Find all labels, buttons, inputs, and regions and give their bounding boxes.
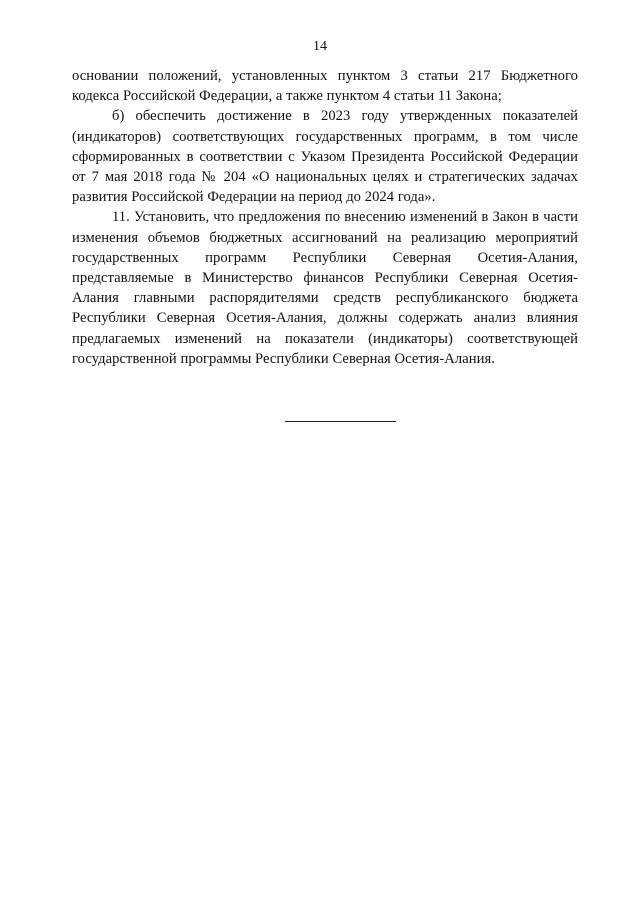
paragraph-item-b: б) обеспечить достижение в 2023 году утвержденных показателей (индикаторов) соответствующих государственных программ, в том числе сформированных в соответствии с Указом Президента Российской Федерации от 7 мая 2018 года № 204 «О национальных целях и стратегических задачах развития Российской Федерации на период до 2024 года». bbox=[72, 108, 578, 206]
closing-separator-line bbox=[285, 421, 396, 422]
page-number: 14 bbox=[313, 39, 327, 54]
document-body bbox=[72, 66, 578, 369]
paragraph-item-11: 11. Установить, что предложения по внесению изменений в Закон в части изменения объемов бюджетных ассигнований на реализацию мероприятий государственных программ Республики Северная Осетия-Алания, представляемые в Министерство финансов Республики Северная Осетия-Алания главными распорядителями средств республиканского бюджета Республики Северная Осетия-Алания, должны содержать анализ влияния предлагаемых изменений на показатели (индикаторы) соответствующей государственной программы Республики Северная Осетия-Алания. bbox=[72, 209, 578, 367]
paragraph-continuation: основании положений, установленных пунктом 3 статьи 217 Бюджетного кодекса Российской Федерации, а также пунктом 4 статьи 11 Закона; bbox=[72, 68, 578, 105]
